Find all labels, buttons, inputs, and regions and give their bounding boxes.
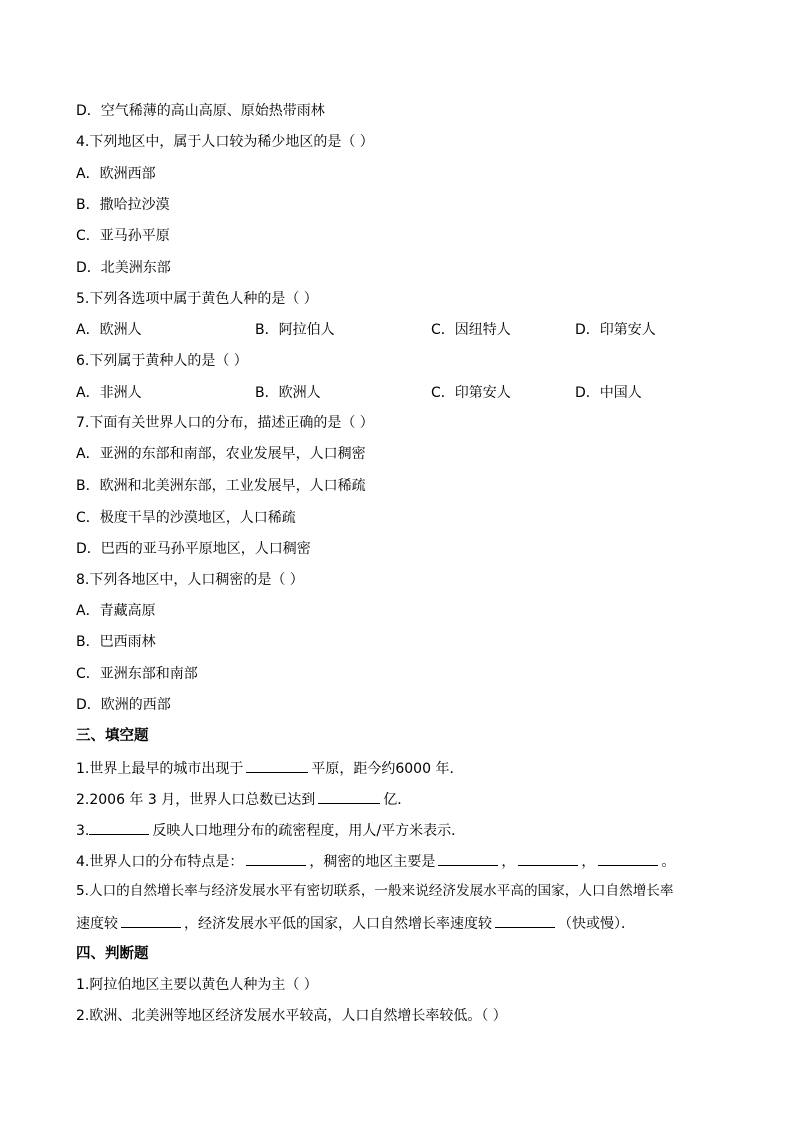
q4-option-d: D．北美洲东部 xyxy=(76,260,171,276)
q8-option-c: C．亚洲东部和南部 xyxy=(76,666,198,682)
q4-stem: 4.下列地区中，属于人口较为稀少地区的是（ ） xyxy=(76,134,374,150)
fill-q2-text-a: 2.2006 年 3 月，世界人口总数已达到 xyxy=(76,792,316,808)
fill-q5-line1: 5.人口的自然增长率与经济发展水平有密切联系，一般来说经济发展水平高的国家，人口自然增长率 xyxy=(76,883,674,899)
q5-option-b: B．阿拉伯人 xyxy=(255,322,335,338)
q6-option-c: C．印第安人 xyxy=(431,385,511,401)
fill-q4-blank-2[interactable] xyxy=(438,850,498,866)
fill-q2 xyxy=(76,788,411,808)
q7-option-b: B．欧洲和北美洲东部，工业发展早，人口稀疏 xyxy=(76,478,366,494)
q7-option-c: C．极度干旱的沙漠地区，人口稀疏 xyxy=(76,510,296,526)
q7-option-d: D．巴西的亚马孙平原地区，人口稠密 xyxy=(76,541,311,557)
q8-stem: 8.下列各地区中，人口稠密的是（ ） xyxy=(76,572,304,588)
fill-q4 xyxy=(76,850,675,870)
fill-q1 xyxy=(76,757,463,777)
q3-option-d: D．空气稀薄的高山高原、原始热带雨林 xyxy=(76,103,325,119)
q5-option-a: A．欧洲人 xyxy=(76,322,142,338)
fill-q5-line2 xyxy=(76,912,635,932)
fill-q2-blank[interactable] xyxy=(318,788,380,804)
fill-q5-text-b: ，经济发展水平低的国家，人口自然增长率速度较 xyxy=(184,916,492,932)
q5-stem: 5.下列各选项中属于黄色人种的是（ ） xyxy=(76,291,318,307)
fill-q5-text-c: （快或慢）． xyxy=(558,916,635,932)
fill-q3-text-a: 3. xyxy=(76,823,90,839)
fill-q5-text-a: 速度较 xyxy=(76,916,118,932)
fill-q5-blank-2[interactable] xyxy=(495,912,555,928)
fill-q3-text-b: 反映人口地理分布的疏密程度，用人/平方米表示． xyxy=(152,823,466,839)
fill-q4-sep-2: ， xyxy=(581,854,596,870)
fill-q4-blank-1[interactable] xyxy=(246,850,306,866)
fill-q1-text-a: 1.世界上最早的城市出现于 xyxy=(76,761,244,777)
q5-option-c: C．因纽特人 xyxy=(431,322,511,338)
q8-option-d: D．欧洲的西部 xyxy=(76,697,171,713)
q4-option-c: C．亚马孙平原 xyxy=(76,228,170,244)
q5-options-row xyxy=(76,320,716,340)
q7-option-a: A．亚洲的东部和南部，农业发展早，人口稠密 xyxy=(76,446,366,462)
fill-q1-blank[interactable] xyxy=(246,757,308,773)
judge-q1: 1.阿拉伯地区主要以黄色人种为主（ ） xyxy=(76,977,318,993)
q8-option-a: A．青藏高原 xyxy=(76,603,156,619)
fill-q1-text-b: 平原，距今约6000 年． xyxy=(311,761,464,777)
q6-options-row xyxy=(76,383,716,403)
fill-q4-text-a: 4.世界人口的分布特点是： xyxy=(76,854,244,870)
fill-q2-text-b: 亿． xyxy=(383,792,412,808)
section4-heading: 四、判断题 xyxy=(76,946,149,962)
fill-q4-blank-3[interactable] xyxy=(518,850,578,866)
fill-q3-blank[interactable] xyxy=(89,819,149,835)
q4-option-a: A．欧洲西部 xyxy=(76,166,156,182)
q6-option-d: D．中国人 xyxy=(575,385,642,401)
fill-q4-text-b: ，稠密的地区主要是 xyxy=(309,854,436,870)
fill-q4-blank-4[interactable] xyxy=(598,850,658,866)
q8-option-b: B．巴西雨林 xyxy=(76,634,156,650)
q4-option-b: B．撒哈拉沙漠 xyxy=(76,197,170,213)
fill-q5-blank-1[interactable] xyxy=(121,912,181,928)
q5-option-d: D．印第安人 xyxy=(575,322,656,338)
fill-q3 xyxy=(76,819,465,839)
fill-q4-end: 。 xyxy=(661,854,676,870)
fill-q4-sep-1: ， xyxy=(501,854,516,870)
q6-option-a: A．非洲人 xyxy=(76,385,142,401)
judge-q2: 2.欧洲、北美洲等地区经济发展水平较高，人口自然增长率较低。（ ） xyxy=(76,1008,507,1024)
section3-heading: 三、填空题 xyxy=(76,728,149,744)
q7-stem: 7.下面有关世界人口的分布，描述正确的是（ ） xyxy=(76,415,374,431)
q6-option-b: B．欧洲人 xyxy=(255,385,321,401)
q6-stem: 6.下列属于黄种人的是（ ） xyxy=(76,353,248,369)
